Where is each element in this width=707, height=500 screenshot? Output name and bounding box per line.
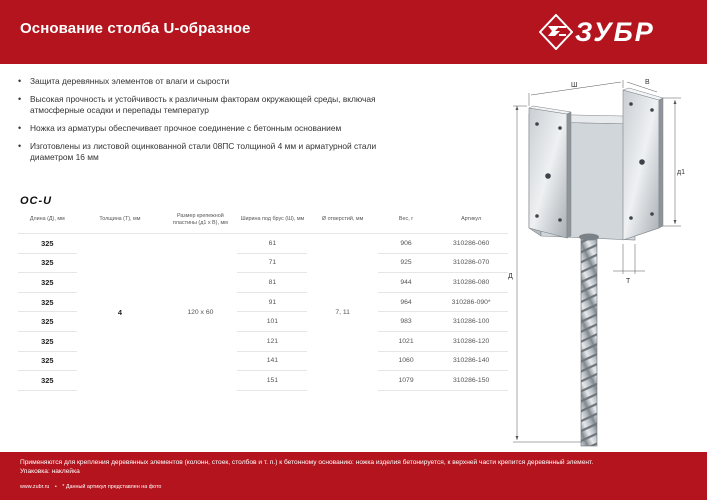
col-header-thickness: Толщина (Т), мм	[99, 216, 141, 222]
width-dimension-label: Ш	[571, 82, 578, 89]
cell-width: 91	[237, 292, 307, 312]
feature-item	[18, 94, 413, 117]
feature-text: Ножка из арматуры обеспечивает прочное соединение с бетонным основанием	[30, 123, 342, 134]
rebar-leg	[581, 233, 597, 446]
cell-article: 310286-090*	[434, 292, 508, 312]
feature-item	[18, 76, 413, 88]
cell-weight: 1060	[378, 351, 434, 371]
depth-dimension-label: В	[645, 79, 650, 86]
bullet-dot-icon: •	[18, 140, 22, 151]
cell-article: 310286-120	[434, 331, 508, 351]
cell-length: 325	[18, 351, 77, 371]
bullet-dot-icon: •	[18, 76, 22, 86]
photo-note: * Данный артикул представлен на фото	[62, 484, 162, 490]
zubr-logo	[539, 14, 687, 50]
u-bracket	[529, 88, 663, 241]
cell-weight: 983	[378, 312, 434, 332]
col-header-width: Ширина под брус (Ш), мм	[240, 216, 305, 222]
product-diagram	[505, 78, 705, 448]
spec-table	[18, 206, 508, 391]
col-header-article: Артикул	[461, 216, 482, 222]
cell-length: 325	[18, 253, 77, 273]
cell-width: 71	[237, 253, 307, 273]
cell-length: 325	[18, 371, 77, 391]
col-header-plate-size: Размер крепежной пластины (д1 х В), мм	[172, 212, 228, 226]
cell-article: 310286-100	[434, 312, 508, 332]
usage-text: Применяются для крепления деревянных элементов (колонн, стоек, столбов и т. п.) к бетонному основанию: ножка изделия бетонируется, к верхней части крепится деревянный элемент.	[20, 459, 594, 466]
cell-weight: 925	[378, 253, 434, 273]
cell-weight: 906	[378, 234, 434, 254]
packaging-text: Упаковка: наклейка	[20, 468, 80, 475]
col-header-weight: Вес, г	[398, 216, 414, 222]
header-bar	[0, 0, 707, 64]
website-link[interactable]: www.zubr.ru	[20, 484, 50, 490]
table-row	[18, 234, 508, 254]
feature-text: Изготовлены из листовой оцинкованной стали 08ПС толщиной 4 мм и арматурной стали диаметром 16 мм	[30, 140, 377, 163]
length-dimension-label: Д	[508, 273, 513, 280]
footer-note-line	[20, 484, 161, 490]
cell-article: 310286-080	[434, 273, 508, 293]
cell-width: 151	[237, 371, 307, 391]
cell-width: 141	[237, 351, 307, 371]
cell-length: 325	[18, 273, 77, 293]
cell-plate-size: 120 х 60	[163, 234, 237, 391]
bullet-dot-icon: •	[18, 123, 22, 134]
feature-text: Высокая прочность и устойчивость к различным факторам окружающей среды, включая атмосферные осадки и перепады температур	[30, 93, 376, 116]
cell-length: 325	[18, 292, 77, 312]
series-label: ОС-U	[20, 195, 53, 207]
cell-width: 121	[237, 331, 307, 351]
cell-weight: 1079	[378, 371, 434, 391]
cell-width: 81	[237, 273, 307, 293]
thickness-dimension-label: Т	[626, 278, 631, 285]
cell-weight: 1021	[378, 331, 434, 351]
cell-article: 310286-070	[434, 253, 508, 273]
cell-weight: 964	[378, 292, 434, 312]
col-header-length: Длина (Д), мм	[29, 216, 65, 222]
cell-weight: 944	[378, 273, 434, 293]
cell-hole-diameter: 7, 11	[307, 234, 378, 391]
page-title: Основание столба U-образное	[20, 20, 251, 37]
feature-item	[18, 141, 413, 164]
cell-article: 310286-140	[434, 351, 508, 371]
bullet-dot-icon: •	[18, 93, 22, 104]
feature-item	[18, 123, 413, 135]
cell-length: 325	[18, 312, 77, 332]
brand-name: ЗУБР	[575, 17, 655, 47]
separator-dot: •	[54, 484, 57, 490]
cell-length: 325	[18, 331, 77, 351]
plate-dimension-label: д1	[677, 169, 685, 176]
cell-article: 310286-060	[434, 234, 508, 254]
cell-article: 310286-150	[434, 371, 508, 391]
cell-thickness: 4	[77, 234, 164, 391]
feature-list	[18, 76, 413, 170]
table-header-row	[18, 206, 508, 234]
cell-width: 61	[237, 234, 307, 254]
cell-length: 325	[18, 234, 77, 254]
feature-text: Защита деревянных элементов от влаги и сырости	[30, 76, 230, 86]
cell-width: 101	[237, 312, 307, 332]
col-header-hole: Ø отверстий, мм	[321, 216, 364, 222]
zubr-emblem-icon	[539, 14, 573, 50]
